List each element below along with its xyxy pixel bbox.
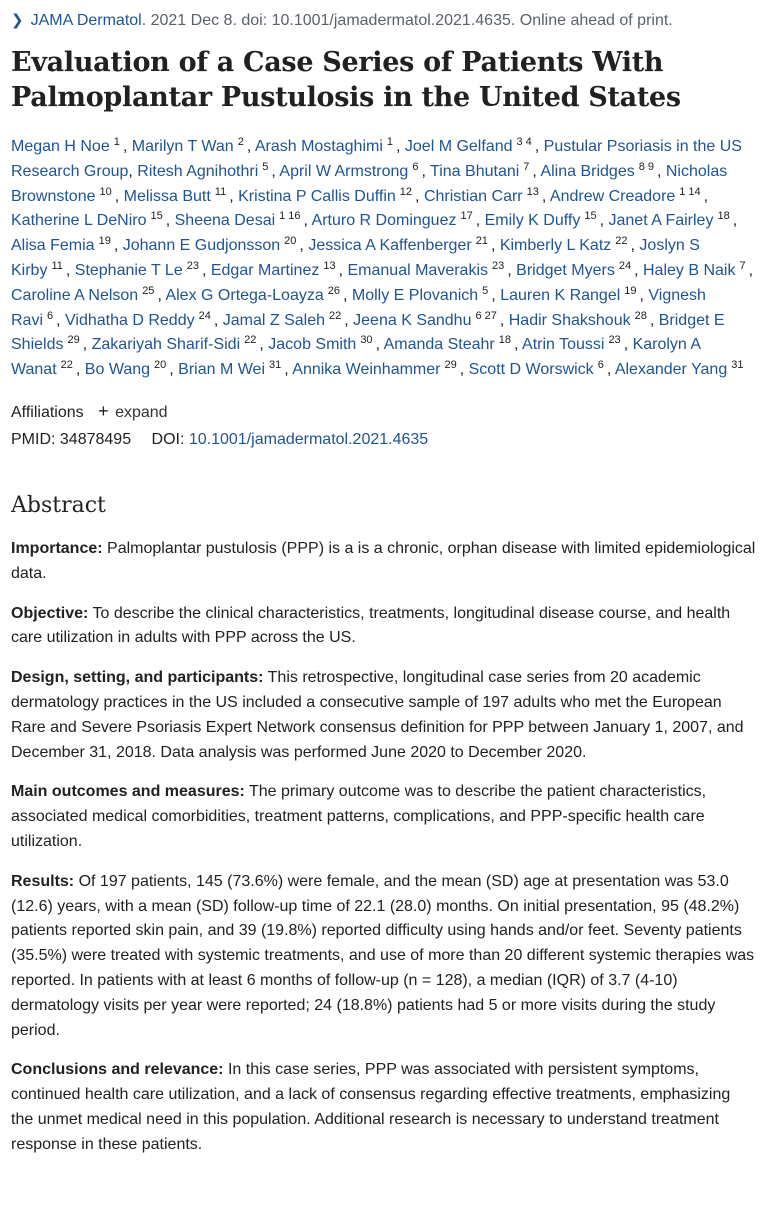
citation-details: . 2021 Dec 8. doi: 10.1001/jamadermatol.2021.4635. Online ahead of print. xyxy=(141,12,673,29)
affiliation-number[interactable]: 5 xyxy=(262,160,269,173)
affiliation-number[interactable]: 26 xyxy=(327,284,340,297)
author-link[interactable] xyxy=(268,336,375,353)
affiliation-number[interactable]: 22 xyxy=(60,359,73,372)
author-name: Molly E Plovanich xyxy=(351,286,479,304)
doi-label: DOI: xyxy=(151,430,185,448)
author-link[interactable] xyxy=(123,237,300,254)
author-name: Kristina P Callis Duffin xyxy=(238,187,396,205)
author-separator: , xyxy=(396,138,405,155)
author-link[interactable] xyxy=(65,309,214,329)
abstract-section-text: To describe the clinical characteristics, treatments, longitudinal disease course, and health care utilization in adults with PPP across the US. xyxy=(11,604,731,647)
affiliation-number[interactable]: 30 xyxy=(360,334,373,347)
author-name: Andrew Creadore xyxy=(549,187,676,205)
author-affiliation-refs xyxy=(323,260,338,272)
author-separator: , xyxy=(343,286,352,304)
affiliation-number[interactable]: 20 xyxy=(284,235,297,248)
author-separator: , xyxy=(114,187,124,205)
author-separator: , xyxy=(56,311,66,329)
affiliation-number[interactable]: 6 xyxy=(475,309,482,322)
author-name: Scott D Worswick xyxy=(468,361,594,379)
author-separator: , xyxy=(634,261,643,279)
author-affiliation-refs xyxy=(360,334,375,346)
author-name: Bridget Myers xyxy=(516,261,615,279)
affiliation-number[interactable]: 20 xyxy=(154,359,167,372)
author-link[interactable] xyxy=(210,259,339,279)
author-separator: , xyxy=(656,162,666,180)
author-affiliation-refs xyxy=(154,359,169,371)
chevron-right-icon[interactable]: ❯ xyxy=(11,12,24,29)
author-name: Hadir Shakshouk xyxy=(508,311,631,329)
author-separator: , xyxy=(122,138,132,155)
affiliation-number[interactable]: 1 xyxy=(386,136,393,148)
author-affiliation-refs xyxy=(517,136,535,148)
author-affiliation-refs xyxy=(476,235,491,247)
author-link[interactable] xyxy=(132,138,247,155)
author-separator: , xyxy=(649,311,659,329)
author-separator: , xyxy=(229,187,239,205)
author-link[interactable] xyxy=(522,336,624,353)
author-separator: , xyxy=(491,286,501,304)
author-name: Emanual Maverakis xyxy=(347,261,488,279)
author-name: Ritesh Agnihothri xyxy=(137,162,259,180)
affiliation-number[interactable]: 23 xyxy=(186,259,199,272)
author-name: Joel M Gelfand xyxy=(404,138,513,155)
affiliation-number[interactable]: 8 xyxy=(638,160,645,173)
author-separator: , xyxy=(299,237,309,255)
author-name: Brian M Wei xyxy=(178,361,265,379)
author-link[interactable] xyxy=(540,160,657,180)
author-link[interactable] xyxy=(279,160,421,180)
abstract-heading: Abstract xyxy=(11,492,106,518)
affiliation-number[interactable]: 12 xyxy=(399,185,413,198)
author-link[interactable] xyxy=(485,212,600,229)
author-separator: , xyxy=(459,361,469,379)
abstract-section xyxy=(11,602,756,652)
abstract-section-label: Importance: xyxy=(11,539,103,557)
author-affiliation-refs xyxy=(717,210,732,222)
author-name: Bridget E Shields xyxy=(11,311,725,354)
author-link[interactable] xyxy=(347,259,508,279)
author-link[interactable] xyxy=(175,212,304,229)
author-link[interactable] xyxy=(609,212,733,229)
author-affiliation-refs xyxy=(262,161,271,173)
author-affiliation-refs xyxy=(150,210,165,222)
author-name: Amanda Steahr xyxy=(383,336,495,354)
affiliation-number[interactable]: 15 xyxy=(150,210,163,223)
author-separator: , xyxy=(599,212,609,230)
author-link[interactable] xyxy=(292,361,459,378)
author-name: Lauren K Rangel xyxy=(500,286,621,304)
abstract-body xyxy=(11,537,756,1158)
author-link[interactable] xyxy=(11,237,114,254)
author-separator: , xyxy=(82,336,92,354)
author-affiliation-refs xyxy=(387,136,396,148)
author-separator: , xyxy=(271,162,280,180)
author-name: Annika Weinhammer xyxy=(292,361,441,379)
author-name: Jacob Smith xyxy=(268,336,357,354)
author-separator: , xyxy=(490,237,500,255)
authors-list xyxy=(11,135,756,383)
affiliation-number[interactable]: 21 xyxy=(475,235,488,248)
affiliation-number[interactable]: 1 xyxy=(113,136,120,148)
affiliation-number[interactable]: 9 xyxy=(647,160,654,173)
author-affiliation-refs xyxy=(619,260,634,272)
author-separator: , xyxy=(375,336,384,354)
author-affiliation-refs xyxy=(328,285,343,297)
author-link[interactable] xyxy=(74,259,202,279)
affiliation-number[interactable]: 5 xyxy=(482,284,489,297)
author-link[interactable] xyxy=(238,185,415,205)
abstract-section-label: Main outcomes and measures: xyxy=(11,783,245,801)
author-affiliation-refs xyxy=(460,210,475,222)
author-link[interactable] xyxy=(85,361,169,378)
abstract-section-text: The primary outcome was to describe the patient characteristics, associated medical comorbidities, treatment patterns, complications, and PPP-specific health care utilization. xyxy=(11,783,707,850)
affiliation-number[interactable]: 13 xyxy=(526,185,539,198)
affiliation-number[interactable]: 10 xyxy=(99,185,112,198)
author-link[interactable] xyxy=(165,284,343,304)
affiliation-number[interactable]: 25 xyxy=(142,284,155,297)
author-link[interactable] xyxy=(615,361,747,378)
author-separator: , xyxy=(606,361,615,379)
author-name: Karolyn A Wanat xyxy=(11,336,701,379)
author-affiliation-refs xyxy=(635,310,650,322)
author-affiliation-refs xyxy=(100,186,115,198)
author-affiliation-refs xyxy=(99,235,114,247)
affiliation-number[interactable]: 2 xyxy=(237,136,244,148)
author-name: Johann E Gudjonsson xyxy=(122,237,281,255)
affiliation-number[interactable]: 4 xyxy=(525,136,532,148)
author-affiliation-refs xyxy=(400,186,415,198)
affiliation-number[interactable]: 15 xyxy=(584,210,597,223)
abstract-section-text: Of 197 patients, 145 (73.6%) were female, and the mean (SD) age at presentation was 53.0 (12.6) years, with a mean (SD) follow-up time of 22.1 (28.0) months. On initial presentation, 95 (48.2%) patients reported skin pain, and 39 (19.8%) reported difficulty using hands and/or feet. Seventy patients (35.5%) were treated with systemic treatments, and use of more than 20 different systemic therapies was reported. In patients with at least 6 months of follow-up (n = 128), a median (IQR) of 3.7 (4-10) dermatology visits per year were reported; 24 (18.8%) patients had 5 or more visits during the study period. xyxy=(11,872,755,1039)
author-name: Jamal Z Saleh xyxy=(222,311,326,329)
affiliation-number[interactable]: 19 xyxy=(98,235,111,248)
author-separator: , xyxy=(259,336,269,354)
author-name: Caroline A Nelson xyxy=(11,286,139,304)
author-affiliation-refs xyxy=(598,359,607,371)
author-affiliation-refs xyxy=(527,186,542,198)
author-affiliation-refs xyxy=(279,210,303,222)
author-name: Emily K Duffy xyxy=(484,212,581,230)
author-link[interactable] xyxy=(430,160,532,180)
author-separator: , xyxy=(415,187,424,205)
author-name: Megan H Noe xyxy=(11,138,110,155)
author-affiliation-refs xyxy=(47,310,56,322)
author-affiliation-refs xyxy=(329,310,344,322)
author-link[interactable] xyxy=(423,185,542,205)
author-name: Nicholas Brownstone xyxy=(11,162,728,205)
author-affiliation-refs xyxy=(199,310,214,322)
affiliation-number[interactable]: 3 xyxy=(516,136,523,148)
author-link[interactable] xyxy=(642,259,749,279)
affiliation-number[interactable]: 6 xyxy=(47,309,54,322)
author-link[interactable] xyxy=(508,309,650,329)
author-affiliation-refs xyxy=(499,334,514,346)
author-name: April W Armstrong xyxy=(279,162,409,180)
abstract-section xyxy=(11,666,756,765)
identifiers xyxy=(11,428,756,452)
author-name: Jeena K Sandhu xyxy=(353,311,472,329)
affiliation-number[interactable]: 29 xyxy=(67,334,80,347)
author-separator: , xyxy=(514,336,523,354)
affiliation-number[interactable]: 28 xyxy=(634,309,647,322)
author-affiliation-refs xyxy=(739,260,748,272)
author-link[interactable] xyxy=(222,309,345,329)
author-separator: , xyxy=(703,187,709,205)
author-separator: , xyxy=(541,187,550,205)
author-name: Vignesh Ravi xyxy=(11,286,706,329)
author-link[interactable] xyxy=(353,309,500,329)
pmid-label: PMID: xyxy=(11,430,56,448)
author-affiliation-refs xyxy=(238,136,247,148)
author-affiliation-refs xyxy=(187,260,202,272)
author-name: Sheena Desai xyxy=(174,212,276,230)
author-name: Arturo R Dominguez xyxy=(311,212,457,230)
author-separator: , xyxy=(338,261,348,279)
author-name: Joslyn S Kirby xyxy=(11,237,700,279)
author-separator: , xyxy=(284,361,293,379)
affiliation-number[interactable]: 14 xyxy=(688,185,701,198)
author-name: Atrin Toussi xyxy=(522,336,605,354)
author-affiliation-refs xyxy=(142,285,157,297)
abstract-section-text: Palmoplantar pustulosis (PPP) is a is a chronic, orphan disease with limited epidemiological data. xyxy=(11,539,756,582)
author-name: Jessica A Kaffenberger xyxy=(308,237,472,255)
author-separator: , xyxy=(748,261,754,279)
author-link[interactable] xyxy=(469,361,607,378)
affiliation-number[interactable]: 22 xyxy=(244,334,257,347)
expand-link[interactable]: expand xyxy=(115,403,168,421)
author-separator: , xyxy=(246,138,255,155)
author-separator: , xyxy=(128,162,138,180)
affiliation-number[interactable]: 31 xyxy=(269,359,282,372)
abstract-section-label: Objective: xyxy=(11,604,89,622)
author-name: Melissa Butt xyxy=(123,187,211,205)
author-affiliation-refs xyxy=(67,334,82,346)
author-separator: , xyxy=(534,138,544,155)
author-affiliation-refs xyxy=(444,359,459,371)
affiliation-number[interactable]: 18 xyxy=(717,210,730,223)
author-link[interactable] xyxy=(178,361,284,378)
author-separator: , xyxy=(303,212,312,230)
author-separator: , xyxy=(639,286,649,304)
author-name: Janet A Fairley xyxy=(608,212,714,230)
abstract-section-text: This retrospective, longitudinal case series from 20 academic dermatology practices in the US included a consecutive sample of 197 adults who met the European Rare and Severe Psoriasis Expert Network consensus definition for PPP between January 1, 2007, and December 31, 2018. Data analysis was performed June 2020 to December 2020. xyxy=(11,669,744,761)
author-name: Christian Carr xyxy=(423,187,523,205)
author-separator: , xyxy=(113,237,123,255)
affiliation-number[interactable]: 22 xyxy=(329,309,342,322)
abstract-section-label: Design, setting, and participants: xyxy=(11,669,264,687)
author-separator: , xyxy=(157,286,166,304)
affiliation-number[interactable]: 11 xyxy=(51,259,63,272)
author-affiliation-refs xyxy=(61,359,76,371)
affiliation-number[interactable]: 18 xyxy=(498,334,512,347)
author-name: Stephanie T Le xyxy=(74,261,183,279)
author-name: Pustular Psoriasis in the US Research Group xyxy=(11,138,742,180)
affiliation-number[interactable]: 24 xyxy=(198,309,211,322)
author-separator: , xyxy=(213,311,223,329)
author-link[interactable] xyxy=(92,336,260,353)
author-affiliation-refs xyxy=(731,359,746,371)
affiliations-label: Affiliations xyxy=(11,403,84,421)
author-name: Haley B Naik xyxy=(642,261,736,279)
author-link[interactable] xyxy=(516,259,634,279)
plus-icon: + xyxy=(98,400,109,421)
author-separator: , xyxy=(201,261,211,279)
author-separator: , xyxy=(169,361,179,379)
affiliation-number[interactable]: 31 xyxy=(731,359,744,372)
author-affiliation-refs xyxy=(269,359,284,371)
author-link[interactable] xyxy=(137,160,271,180)
author-name: Alisa Femia xyxy=(11,237,95,255)
author-affiliation-refs xyxy=(679,186,703,198)
author-name: Zakariyah Sharif-Sidi xyxy=(91,336,241,354)
author-name: Alina Bridges xyxy=(540,162,635,180)
author-separator: , xyxy=(344,311,354,329)
affiliation-number[interactable]: 27 xyxy=(484,309,497,322)
affiliation-number[interactable]: 23 xyxy=(492,259,505,272)
affiliation-number[interactable]: 22 xyxy=(615,235,628,248)
author-link[interactable] xyxy=(11,138,123,155)
doi-link[interactable]: 10.1001/jamadermatol.2021.4635 xyxy=(188,430,429,448)
affiliation-number[interactable]: 17 xyxy=(460,210,473,223)
affiliation-number[interactable]: 16 xyxy=(288,210,301,223)
author-link[interactable] xyxy=(500,237,631,254)
author-affiliation-refs xyxy=(584,210,599,222)
affiliation-number[interactable]: 23 xyxy=(608,334,621,347)
affiliation-number[interactable]: 7 xyxy=(523,160,530,173)
author-link[interactable] xyxy=(351,284,491,304)
affiliation-number[interactable]: 6 xyxy=(597,359,604,372)
author-link[interactable] xyxy=(312,212,476,229)
abstract-section xyxy=(11,870,756,1044)
author-separator: , xyxy=(507,261,517,279)
author-name: Vidhatha D Reddy xyxy=(65,311,195,329)
affiliation-number[interactable]: 29 xyxy=(444,359,457,372)
author-affiliation-refs xyxy=(624,285,639,297)
affiliation-number[interactable]: 13 xyxy=(323,259,336,272)
author-affiliation-refs xyxy=(284,235,299,247)
author-affiliation-refs xyxy=(244,334,259,346)
author-affiliation-refs xyxy=(215,186,229,198)
author-name: Edgar Martinez xyxy=(210,261,320,279)
author-name: Alex G Ortega-Loayza xyxy=(165,286,324,304)
journal-link[interactable]: JAMA Dermatol xyxy=(30,12,142,29)
author-name: Tina Bhutani xyxy=(430,162,520,180)
author-link[interactable] xyxy=(405,138,535,155)
article-title: Evaluation of a Case Series of Patients With Palmoplantar Pustulosis in the United States xyxy=(11,47,681,113)
author-affiliation-refs xyxy=(608,334,623,346)
author-separator: , xyxy=(165,212,175,230)
author-separator: , xyxy=(630,237,640,255)
affiliation-number[interactable]: 1 xyxy=(279,210,286,223)
affiliation-number[interactable]: 24 xyxy=(618,259,632,272)
abstract-section-text: In this case series, PPP was associated with persistent symptoms, continued health care utilization, and a lack of consensus regarding effective treatments, emphasizing the unmet medical need in this population. Additional research is necessary to understand treatment response in these patients. xyxy=(11,1061,731,1153)
author-name: Alexander Yang xyxy=(614,361,728,379)
pmid-value: 34878495 xyxy=(59,430,132,448)
abstract-section-label: Conclusions and relevance: xyxy=(11,1061,224,1079)
affiliation-number[interactable]: 19 xyxy=(624,284,637,297)
author-affiliation-refs xyxy=(639,161,657,173)
author-link[interactable] xyxy=(549,185,704,205)
author-affiliation-refs xyxy=(475,310,499,322)
affiliation-number[interactable]: 7 xyxy=(739,259,746,272)
affiliation-number[interactable]: 1 xyxy=(679,185,686,198)
author-name: Bo Wang xyxy=(84,361,151,379)
author-link[interactable] xyxy=(308,237,491,254)
author-link[interactable] xyxy=(384,336,514,353)
article-page xyxy=(0,11,766,1158)
author-affiliation-refs xyxy=(482,285,491,297)
author-name: Arash Mostaghimi xyxy=(254,138,383,155)
author-affiliation-refs xyxy=(114,136,123,148)
author-link[interactable] xyxy=(123,185,230,205)
author-separator: , xyxy=(475,212,485,230)
author-separator: , xyxy=(421,162,431,180)
author-separator: , xyxy=(65,261,75,279)
affiliation-number[interactable]: 11 xyxy=(214,185,227,198)
author-affiliation-refs xyxy=(492,260,507,272)
affiliation-number[interactable]: 6 xyxy=(412,160,419,173)
citation-line xyxy=(11,11,756,31)
author-affiliation-refs xyxy=(51,260,65,272)
abstract-section xyxy=(11,780,756,854)
author-name: Katherine L DeNiro xyxy=(11,212,147,230)
author-link[interactable] xyxy=(11,284,157,304)
author-name: Kimberly L Katz xyxy=(499,237,612,255)
author-link[interactable] xyxy=(11,212,166,229)
author-separator: , xyxy=(623,336,633,354)
author-separator: , xyxy=(532,162,541,180)
author-link[interactable] xyxy=(500,284,639,304)
affiliations-toggle[interactable] xyxy=(11,400,756,424)
author-link[interactable] xyxy=(255,138,396,155)
abstract-section xyxy=(11,537,756,587)
author-separator: , xyxy=(75,361,85,379)
author-name: Marilyn T Wan xyxy=(131,138,234,155)
abstract-section xyxy=(11,1058,756,1157)
author-separator: , xyxy=(732,212,738,230)
abstract-section-label: Results: xyxy=(11,872,75,890)
author-affiliation-refs xyxy=(615,235,630,247)
author-separator: , xyxy=(499,311,509,329)
